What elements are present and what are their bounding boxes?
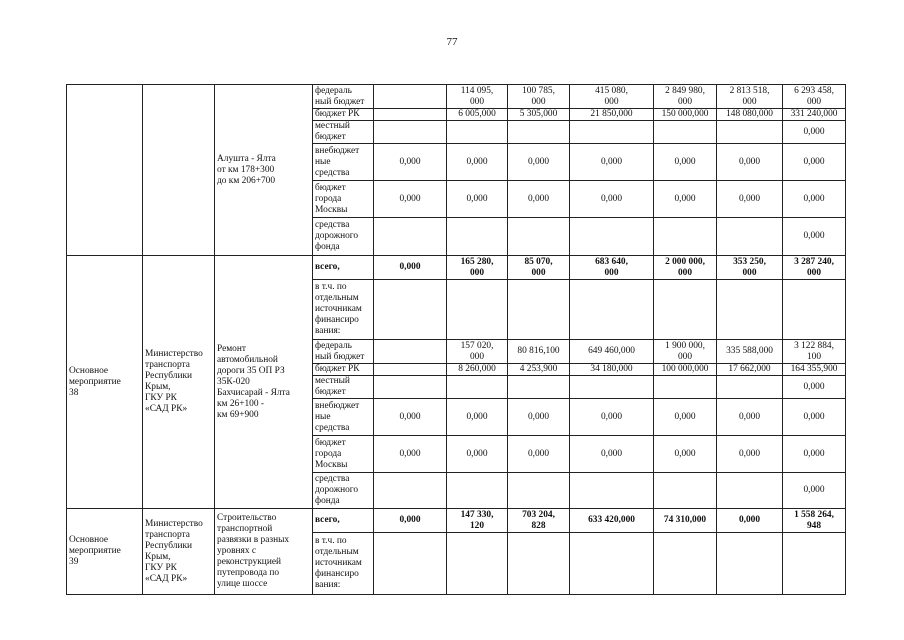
amount-cell: 0,000 xyxy=(783,144,846,181)
funding-source xyxy=(313,144,374,181)
amount-cell xyxy=(508,218,570,256)
amount-cell xyxy=(374,218,447,256)
object-name-line: Алушта - Ялта xyxy=(217,153,276,164)
amount-cell xyxy=(374,85,447,109)
amount-cell: 2 813 518, 000 xyxy=(717,85,783,109)
amount-cell xyxy=(374,473,447,509)
funding-source xyxy=(313,181,374,218)
funding-source-line: средства xyxy=(315,422,350,433)
amount-cell xyxy=(374,340,447,364)
amount-cell: 0,000 xyxy=(570,436,654,473)
funding-source-line: бюджет РК xyxy=(315,109,360,119)
amount-cell: 80 816,100 xyxy=(508,340,570,364)
funding-source-header-line: вания: xyxy=(315,580,341,590)
amount-cell: 649 460,000 xyxy=(570,340,654,364)
funding-source-line: всего, xyxy=(315,262,340,272)
funding-source-line: Москвы xyxy=(315,204,348,215)
object-name-line: км 26+100 - xyxy=(217,398,265,409)
amount-cell: 0,000 xyxy=(374,509,447,533)
funding-source-line: бюджет xyxy=(315,182,346,193)
measure-label-line: Основное xyxy=(69,365,109,376)
measure-label xyxy=(67,256,143,509)
funding-source-line: внебюджет xyxy=(315,400,360,411)
funding-source-line: ные xyxy=(315,156,331,167)
amount-cell: 335 588,000 xyxy=(717,340,783,364)
amount-cell: 0,000 xyxy=(508,399,570,436)
funding-source xyxy=(313,436,374,473)
executor-label-line: ГКУ РК xyxy=(145,562,177,573)
amount-cell: 100 785, 000 xyxy=(508,85,570,109)
funding-source xyxy=(313,121,374,144)
amount-cell xyxy=(374,376,447,399)
object-name-line: Строительство xyxy=(217,513,277,523)
funding-source-line: местный xyxy=(315,121,350,131)
amount-cell: 0,000 xyxy=(783,218,846,256)
funding-source xyxy=(313,85,374,109)
table-row xyxy=(67,85,846,109)
amount-cell xyxy=(717,218,783,256)
amount-cell xyxy=(570,376,654,399)
empty-cell xyxy=(374,533,447,595)
measure-cell xyxy=(67,85,143,256)
funding-source-header xyxy=(313,280,374,340)
amount-cell: 1 900 000, 000 xyxy=(654,340,717,364)
amount-cell xyxy=(447,473,508,509)
object-name-line: уровнях с xyxy=(217,546,257,556)
executor-label-line: Крым, xyxy=(145,551,171,562)
amount-cell: 0,000 xyxy=(508,181,570,218)
amount-cell: 0,000 xyxy=(374,256,447,280)
empty-cell xyxy=(654,533,717,595)
table-row xyxy=(67,256,846,280)
amount-cell xyxy=(717,121,783,144)
amount-cell: 0,000 xyxy=(570,144,654,181)
amount-cell: 0,000 xyxy=(717,436,783,473)
amount-cell: 0,000 xyxy=(717,144,783,181)
object-name-line: до км 206+700 xyxy=(217,175,276,186)
amount-cell xyxy=(570,218,654,256)
amount-cell: 0,000 xyxy=(717,181,783,218)
funding-source-line: бюджет xyxy=(315,132,346,142)
amount-cell: 0,000 xyxy=(654,399,717,436)
funding-source xyxy=(313,509,374,533)
amount-cell: 3 287 240, 000 xyxy=(783,256,846,280)
funding-source xyxy=(313,109,374,121)
amount-cell: 0,000 xyxy=(508,436,570,473)
funding-source-line: города xyxy=(315,193,342,204)
page-number: 77 xyxy=(446,36,458,48)
object-name-line: Бахчисарай - Ялта xyxy=(217,387,290,398)
measure-label-line: 39 xyxy=(69,557,79,567)
amount-cell: 100 000,000 xyxy=(654,364,717,376)
amount-cell xyxy=(717,376,783,399)
amount-cell xyxy=(374,121,447,144)
amount-cell: 0,000 xyxy=(447,181,508,218)
object-name-line: путепровода по xyxy=(217,568,280,578)
amount-cell: 17 662,000 xyxy=(717,364,783,376)
funding-source-line: фонда xyxy=(315,496,340,506)
amount-cell: 0,000 xyxy=(783,436,846,473)
amount-cell: 0,000 xyxy=(783,376,846,399)
executor-cell xyxy=(143,85,215,256)
amount-cell: 0,000 xyxy=(783,121,846,144)
funding-source-line: федераль xyxy=(315,340,352,351)
amount-cell xyxy=(654,121,717,144)
amount-cell: 0,000 xyxy=(570,399,654,436)
amount-cell: 0,000 xyxy=(447,436,508,473)
object-name xyxy=(215,509,313,595)
object-name-line: улице шоссе xyxy=(217,579,268,589)
executor-label-line: Министерство xyxy=(145,518,203,529)
funding-source-line: дорожного xyxy=(315,231,359,241)
funding-source-header-line: в т.ч. по xyxy=(315,282,347,292)
amount-cell: 150 000,000 xyxy=(654,109,717,121)
empty-cell xyxy=(447,280,508,340)
funding-source-line: ный бюджет xyxy=(315,351,365,362)
amount-cell: 2 000 000, 000 xyxy=(654,256,717,280)
empty-cell xyxy=(570,533,654,595)
funding-source-header-line: отдельным xyxy=(315,547,359,557)
empty-cell xyxy=(508,280,570,340)
funding-source-line: бюджет РК xyxy=(315,364,360,374)
amount-cell xyxy=(447,376,508,399)
object-name-line: развязки в разных xyxy=(217,535,290,545)
table-row xyxy=(67,509,846,533)
funding-source-header-line: отдельным xyxy=(315,293,359,303)
amount-cell xyxy=(508,376,570,399)
executor-label xyxy=(143,509,215,595)
funding-source-line: ные xyxy=(315,411,331,422)
table-body xyxy=(67,85,846,595)
amount-cell: 8 260,000 xyxy=(447,364,508,376)
amount-cell xyxy=(570,121,654,144)
funding-source xyxy=(313,376,374,399)
object-name-line: Ремонт xyxy=(217,343,246,354)
amount-cell: 353 250, 000 xyxy=(717,256,783,280)
amount-cell: 164 355,900 xyxy=(783,364,846,376)
funding-source-line: Москвы xyxy=(315,459,348,470)
funding-source-header xyxy=(313,533,374,595)
empty-cell xyxy=(374,280,447,340)
amount-cell: 0,000 xyxy=(447,399,508,436)
empty-cell xyxy=(570,280,654,340)
executor-label-line: Республики xyxy=(145,371,193,381)
amount-cell: 0,000 xyxy=(374,181,447,218)
executor-label-line: транспорта xyxy=(145,529,190,540)
amount-cell: 0,000 xyxy=(654,436,717,473)
amount-cell xyxy=(447,218,508,256)
amount-cell: 6 005,000 xyxy=(447,109,508,121)
measure-label xyxy=(67,509,143,595)
executor-label-line: Министерство xyxy=(145,349,203,359)
object-name-line: 35К-020 xyxy=(217,376,250,387)
empty-cell xyxy=(717,533,783,595)
funding-source-header-line: источникам xyxy=(315,558,362,568)
funding-source xyxy=(313,364,374,376)
measure-label-line: мероприятие xyxy=(69,376,121,387)
funding-source-line: внебюджет xyxy=(315,145,360,156)
funding-source-line: всего, xyxy=(315,515,340,525)
funding-source-line: средства xyxy=(315,167,350,178)
funding-source-line: фонда xyxy=(315,242,340,252)
funding-source xyxy=(313,399,374,436)
amount-cell: 0,000 xyxy=(717,399,783,436)
amount-cell: 3 122 884, 100 xyxy=(783,340,846,364)
funding-source xyxy=(313,218,374,256)
executor-label-line: «САД РК» xyxy=(145,573,188,584)
funding-source-header-line: вания: xyxy=(315,326,341,336)
empty-cell xyxy=(508,533,570,595)
empty-cell xyxy=(783,280,846,340)
amount-cell: 5 305,000 xyxy=(508,109,570,121)
amount-cell: 0,000 xyxy=(654,181,717,218)
funding-source-header-line: финансиро xyxy=(315,569,359,579)
amount-cell xyxy=(570,473,654,509)
amount-cell: 74 310,000 xyxy=(654,509,717,533)
object-name-line: транспортной xyxy=(217,524,273,534)
object-name-line: дороги 35 ОП РЗ xyxy=(217,365,285,376)
amount-cell xyxy=(374,109,447,121)
object-name-line: автомобильной xyxy=(217,354,278,365)
executor-label-line: Крым, xyxy=(145,382,171,392)
amount-cell: 4 253,900 xyxy=(508,364,570,376)
funding-source-line: средства xyxy=(315,220,350,230)
amount-cell xyxy=(374,364,447,376)
funding-source-line: федераль xyxy=(315,85,352,96)
funding-source-line: бюджет xyxy=(315,437,346,448)
amount-cell xyxy=(508,473,570,509)
executor-label-line: ГКУ РК xyxy=(145,393,177,403)
object-name-line: км 69+900 xyxy=(217,409,259,420)
amount-cell xyxy=(717,473,783,509)
empty-cell xyxy=(717,280,783,340)
funding-source-line: средства xyxy=(315,474,350,484)
amount-cell xyxy=(508,121,570,144)
amount-cell: 147 330, 120 xyxy=(447,509,508,533)
amount-cell: 114 095, 000 xyxy=(447,85,508,109)
amount-cell: 0,000 xyxy=(783,473,846,509)
amount-cell: 0,000 xyxy=(508,144,570,181)
amount-cell: 0,000 xyxy=(717,509,783,533)
amount-cell: 0,000 xyxy=(374,399,447,436)
amount-cell: 34 180,000 xyxy=(570,364,654,376)
object-name xyxy=(215,85,313,256)
amount-cell: 703 204, 828 xyxy=(508,509,570,533)
funding-source xyxy=(313,256,374,280)
funding-source xyxy=(313,340,374,364)
empty-cell xyxy=(654,280,717,340)
measure-label-line: мероприятие xyxy=(69,546,121,556)
empty-cell xyxy=(447,533,508,595)
amount-cell: 0,000 xyxy=(374,144,447,181)
amount-cell: 157 020, 000 xyxy=(447,340,508,364)
amount-cell: 21 850,000 xyxy=(570,109,654,121)
amount-cell xyxy=(654,218,717,256)
amount-cell: 0,000 xyxy=(783,181,846,218)
amount-cell: 633 420,000 xyxy=(570,509,654,533)
executor-label-line: Республики xyxy=(145,540,193,551)
funding-source xyxy=(313,473,374,509)
amount-cell xyxy=(447,121,508,144)
amount-cell: 0,000 xyxy=(570,181,654,218)
funding-source-line: бюджет xyxy=(315,387,346,397)
amount-cell: 0,000 xyxy=(447,144,508,181)
amount-cell: 85 070, 000 xyxy=(508,256,570,280)
executor-label-line: транспорта xyxy=(145,360,190,370)
amount-cell: 148 080,000 xyxy=(717,109,783,121)
executor-label-line: «САД РК» xyxy=(145,404,188,414)
measure-label-line: 38 xyxy=(69,387,79,398)
funding-source-line: ный бюджет xyxy=(315,96,365,107)
amount-cell: 0,000 xyxy=(783,399,846,436)
funding-source-line: города xyxy=(315,448,342,459)
amount-cell xyxy=(654,376,717,399)
amount-cell: 683 640, 000 xyxy=(570,256,654,280)
funding-source-header-line: финансиро xyxy=(315,315,359,325)
object-name-line: реконструкцией xyxy=(217,557,282,567)
executor-label xyxy=(143,256,215,509)
amount-cell: 0,000 xyxy=(654,144,717,181)
amount-cell: 6 293 458, 000 xyxy=(783,85,846,109)
object-name-line: от км 178+300 xyxy=(217,164,275,175)
measure-label-line: Основное xyxy=(69,535,109,545)
amount-cell xyxy=(654,473,717,509)
empty-cell xyxy=(783,533,846,595)
amount-cell: 0,000 xyxy=(374,436,447,473)
funding-source-header-line: источникам xyxy=(315,304,362,314)
financing-table xyxy=(66,84,846,595)
funding-source-line: местный xyxy=(315,376,350,386)
amount-cell: 331 240,000 xyxy=(783,109,846,121)
amount-cell: 1 558 264, 948 xyxy=(783,509,846,533)
funding-source-header-line: в т.ч. по xyxy=(315,536,347,546)
funding-source-line: дорожного xyxy=(315,485,359,495)
amount-cell: 415 080, 000 xyxy=(570,85,654,109)
amount-cell: 2 849 980, 000 xyxy=(654,85,717,109)
object-name xyxy=(215,256,313,509)
amount-cell: 165 280, 000 xyxy=(447,256,508,280)
